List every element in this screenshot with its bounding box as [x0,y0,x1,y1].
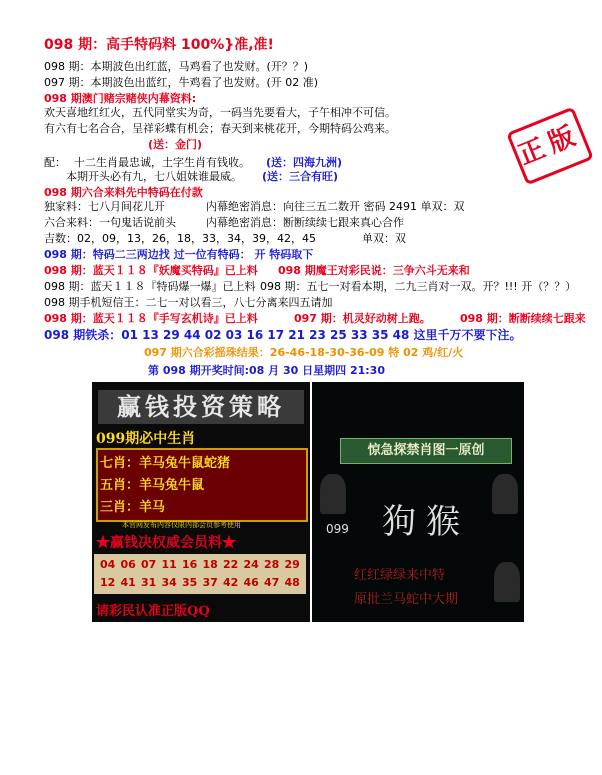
line-lantian-poem: 098 期：蓝天１１８『手写玄机诗』已上料 [44,312,258,325]
line-098-follow: 098 期：断断续续七跟来 [460,312,586,325]
grid-number: 47 [264,576,280,589]
line-wave-color-097: 097 期：本期波色出蓝红，牛鸡看了也发财。(开 02 准) [44,76,319,89]
grid-number: 16 [182,558,198,571]
number-grid [94,554,306,594]
grid-number: 37 [202,576,218,589]
line-demon-king: 098 期魔王对彩民说：三争六斗无来和 [278,264,470,277]
zodiac-row-7: 七肖：羊马兔牛鼠蛇猪 [100,456,231,471]
portrait-right [492,474,518,514]
line-lantian-burst: 098 期：蓝天１１８『特码爆一爆』已上料 [44,280,256,293]
left-panel-title: 赢钱投资策略 [98,390,304,424]
line-sms-king: 098 期手机短信王：二七一对以看三，八七分离来四五请加 [44,296,333,309]
pair-line-2: 本期开头必有九，七八姐妹谁最威。 [66,170,242,183]
right-panel-band: 惊急探禁肖图一原创 [340,438,512,464]
qq-notice: 请彩民认准正版QQ [96,604,210,619]
grid-number: 46 [243,576,259,589]
left-promo-panel [92,382,310,622]
line-special-edges: 098 期：特码二三两边找 过一位有特码： 开 特码取下 [44,248,314,261]
line-macau-heading: 098 期澳门赌宗赌侠内幕资料: [44,92,197,105]
pair-label: 配： [44,156,66,169]
line-iron-kill: 098 期铁杀：01 13 29 44 02 03 16 17 21 23 25 33 35 48 这里千万不要下注。 [44,328,522,342]
right-promo-panel [312,382,524,622]
issue-number: 099 [326,522,349,536]
grid-number: 18 [202,558,218,571]
line-five-seven: 098 期：五七一对看本期，二九三肖对一双。开？!!! 开（？？） [260,280,577,293]
left-panel-note: 本官网发布内容仅限内部会员参考使用 [122,521,241,529]
insider-message-1: 内幕绝密消息：向往三五二数开 密码 2491 单双：双 [206,200,465,213]
grid-number: 06 [120,558,136,571]
line-wave-color-098: 098 期：本期波色出红蓝，马鸡看了也发财。(开？？) [44,60,309,73]
line-lantian-demon: 098 期：蓝天１１８『妖魔买特码』已上料 [44,264,258,277]
grid-number: 48 [284,576,300,589]
line-097-result: 097 期六合彩摇珠结果：26-46-18-30-36-09 特 02 鸡/红/火 [144,346,464,359]
vip-banner: ★赢钱决权威会员料★ [96,535,236,551]
portrait-left [320,474,346,514]
zodiac-big-text: 狗猴 [382,502,470,542]
odd-even: 单双：双 [362,232,406,245]
grid-number: 42 [223,576,239,589]
exclusive-material: 独家料：七八月间花儿开 [44,200,165,213]
liuhe-material: 六合来料：一句鬼话说前头 [44,216,176,229]
grid-number: 35 [182,576,198,589]
lucky-numbers: 吉数：02，09，13，26，18，33，34，39，42，45 [44,232,316,245]
grid-number: 11 [161,558,177,571]
pair-line-1: 十二生肖最忠诚，土字生肖有钱收。 [74,156,250,169]
line-draw-time: 第 098 期开奖时间:08 月 30 日星期四 21:30 [148,364,385,377]
grid-number: 04 [100,558,116,571]
grid-number: 34 [161,576,177,589]
right-line-1: 红红绿绿来中特 [354,568,446,583]
grid-number: 12 [100,576,116,589]
left-panel-subtitle: 099期必中生肖 [96,431,196,447]
gift-sanhe: (送：三合有旺) [262,170,339,183]
grid-number: 22 [223,558,239,571]
grid-number: 07 [141,558,157,571]
page-title: 098 期：高手特码料 100%}准,准! [44,37,274,53]
zodiac-row-5: 五肖：羊马兔牛鼠 [100,478,205,493]
right-line-2: 原批兰马蛇中大期 [354,592,459,607]
insider-message-2: 内幕绝密消息：断断续续七跟来真心合作 [206,216,404,229]
grid-number: 29 [284,558,300,571]
poem-line-2: 有六有七名合合，呈祥彩蝶有机会；春天到来桃花开，今期特码公鸡来。 [44,122,396,135]
poem-line-1: 欢天喜地红红火，五代同堂实为奇，一码当先要看大，子午相冲不可信。 [44,106,396,119]
portrait-bottom [494,562,520,602]
line-097-clever: 097 期：机灵好动树上跑。 [294,312,431,325]
grid-number: 41 [120,576,136,589]
authentic-stamp: 正版 [506,107,594,186]
line-prepay-heading: 098 期六合来料先中特码在付款 [44,186,203,199]
gift-jinmen: (送：金门) [148,138,203,151]
gift-sihai: (送：四海九洲) [266,156,343,169]
grid-number: 31 [141,576,157,589]
grid-number: 28 [264,558,280,571]
zodiac-row-3: 三肖：羊马 [100,500,166,515]
grid-number: 24 [243,558,259,571]
